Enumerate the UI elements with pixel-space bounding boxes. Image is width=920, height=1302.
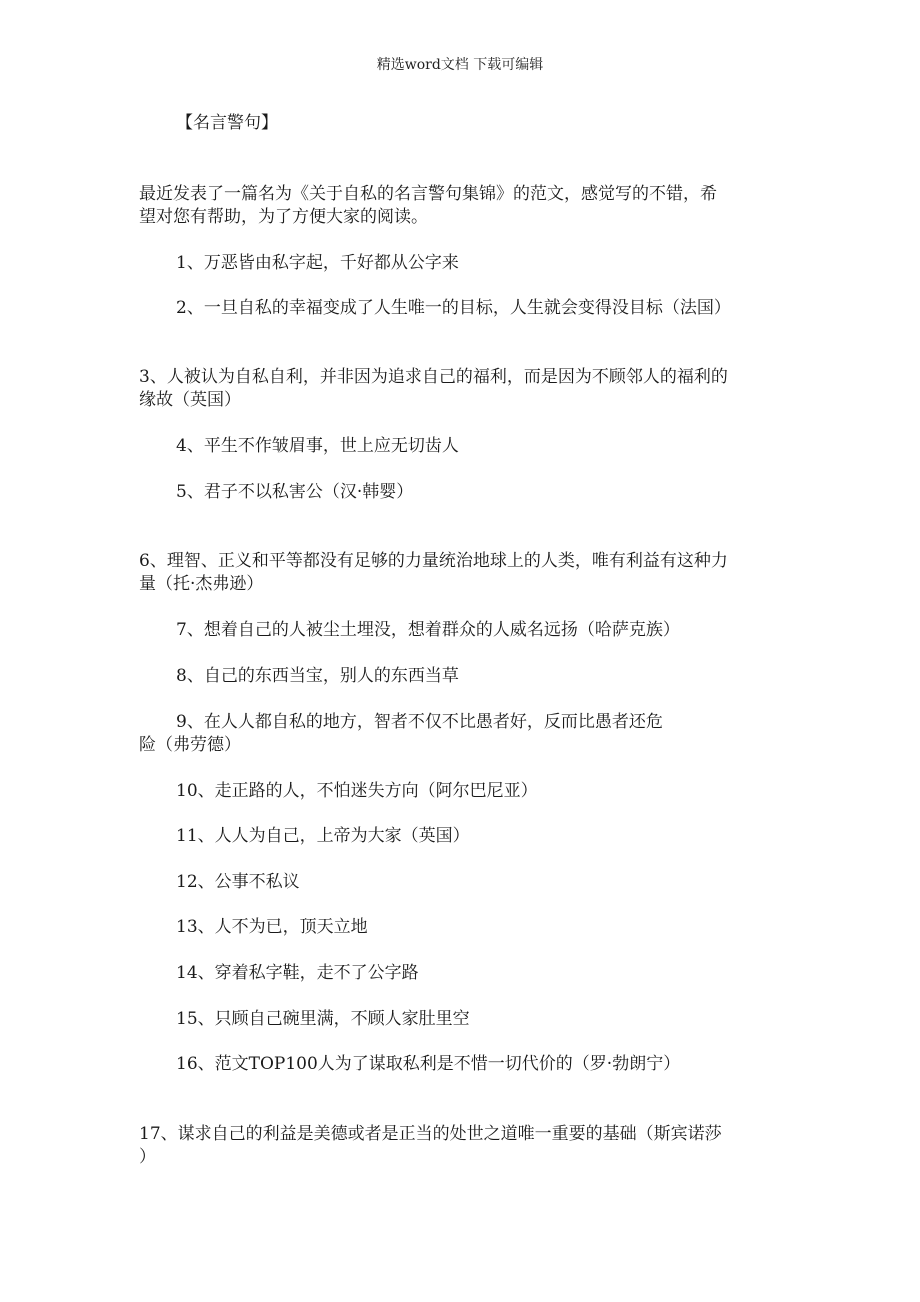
quote-10: 10、走正路的人，不怕迷失方向（阿尔巴尼亚）: [176, 781, 538, 801]
quote-1: 1、万恶皆由私字起，千好都从公字来: [176, 253, 459, 273]
quote-3-line-2: 缘故（英国）: [139, 390, 241, 410]
intro-line-1: 最近发表了一篇名为《关于自私的名言警句集锦》的范文，感觉写的不错，希: [139, 184, 717, 204]
quote-11: 11、人人为自己，上帝为大家（英国）: [176, 826, 470, 846]
quote-3-line-1: 3、人被认为自私自利，并非因为追求自己的福利，而是因为不顾邻人的福利的: [139, 367, 728, 387]
quote-7: 7、想着自己的人被尘土埋没，想着群众的人威名远扬（哈萨克族）: [176, 620, 680, 640]
quote-14: 14、穿着私字鞋，走不了公字路: [176, 963, 419, 983]
quote-13: 13、人不为已，顶天立地: [176, 917, 368, 937]
quote-12: 12、公事不私议: [176, 872, 300, 892]
quote-5: 5、君子不以私害公（汉·韩婴）: [176, 482, 414, 502]
quote-15: 15、只顾自己碗里满，不顾人家肚里空: [176, 1009, 470, 1029]
quote-9-line-2: 险（弗劳德）: [139, 735, 241, 755]
quote-4: 4、平生不作皱眉事，世上应无切齿人: [176, 436, 459, 456]
quote-6-line-2: 量（托·杰弗逊）: [139, 574, 264, 594]
quote-9-line-1: 9、在人人都自私的地方，智者不仅不比愚者好，反而比愚者还危: [176, 712, 663, 732]
intro-paragraph: [139, 183, 781, 229]
quote-17-line-2: ）: [139, 1147, 156, 1167]
page-header: 精选word文档 下载可编辑: [376, 57, 544, 73]
quote-17-line-1: 17、谋求自己的利益是美德或者是正当的处世之道唯一重要的基础（斯宾诺莎: [139, 1124, 722, 1144]
quote-3: [139, 366, 781, 412]
quote-6-line-1: 6、理智、正义和平等都没有足够的力量统治地球上的人类，唯有利益有这种力: [139, 551, 728, 571]
intro-line-2: 望对您有帮助，为了方便大家的阅读。: [139, 207, 428, 227]
quote-2: 2、一旦自私的幸福变成了人生唯一的目标，人生就会变得没目标（法国）: [176, 298, 731, 318]
quote-16: 16、范文TOP100人为了谋取私利是不惜一切代价的（罗·勃朗宁）: [176, 1054, 681, 1074]
quote-8: 8、自己的东西当宝，别人的东西当草: [176, 666, 459, 686]
quote-9: [139, 711, 781, 757]
quote-6: [139, 550, 781, 596]
quote-17: [139, 1123, 781, 1169]
section-title: 【名言警句】: [176, 113, 278, 133]
